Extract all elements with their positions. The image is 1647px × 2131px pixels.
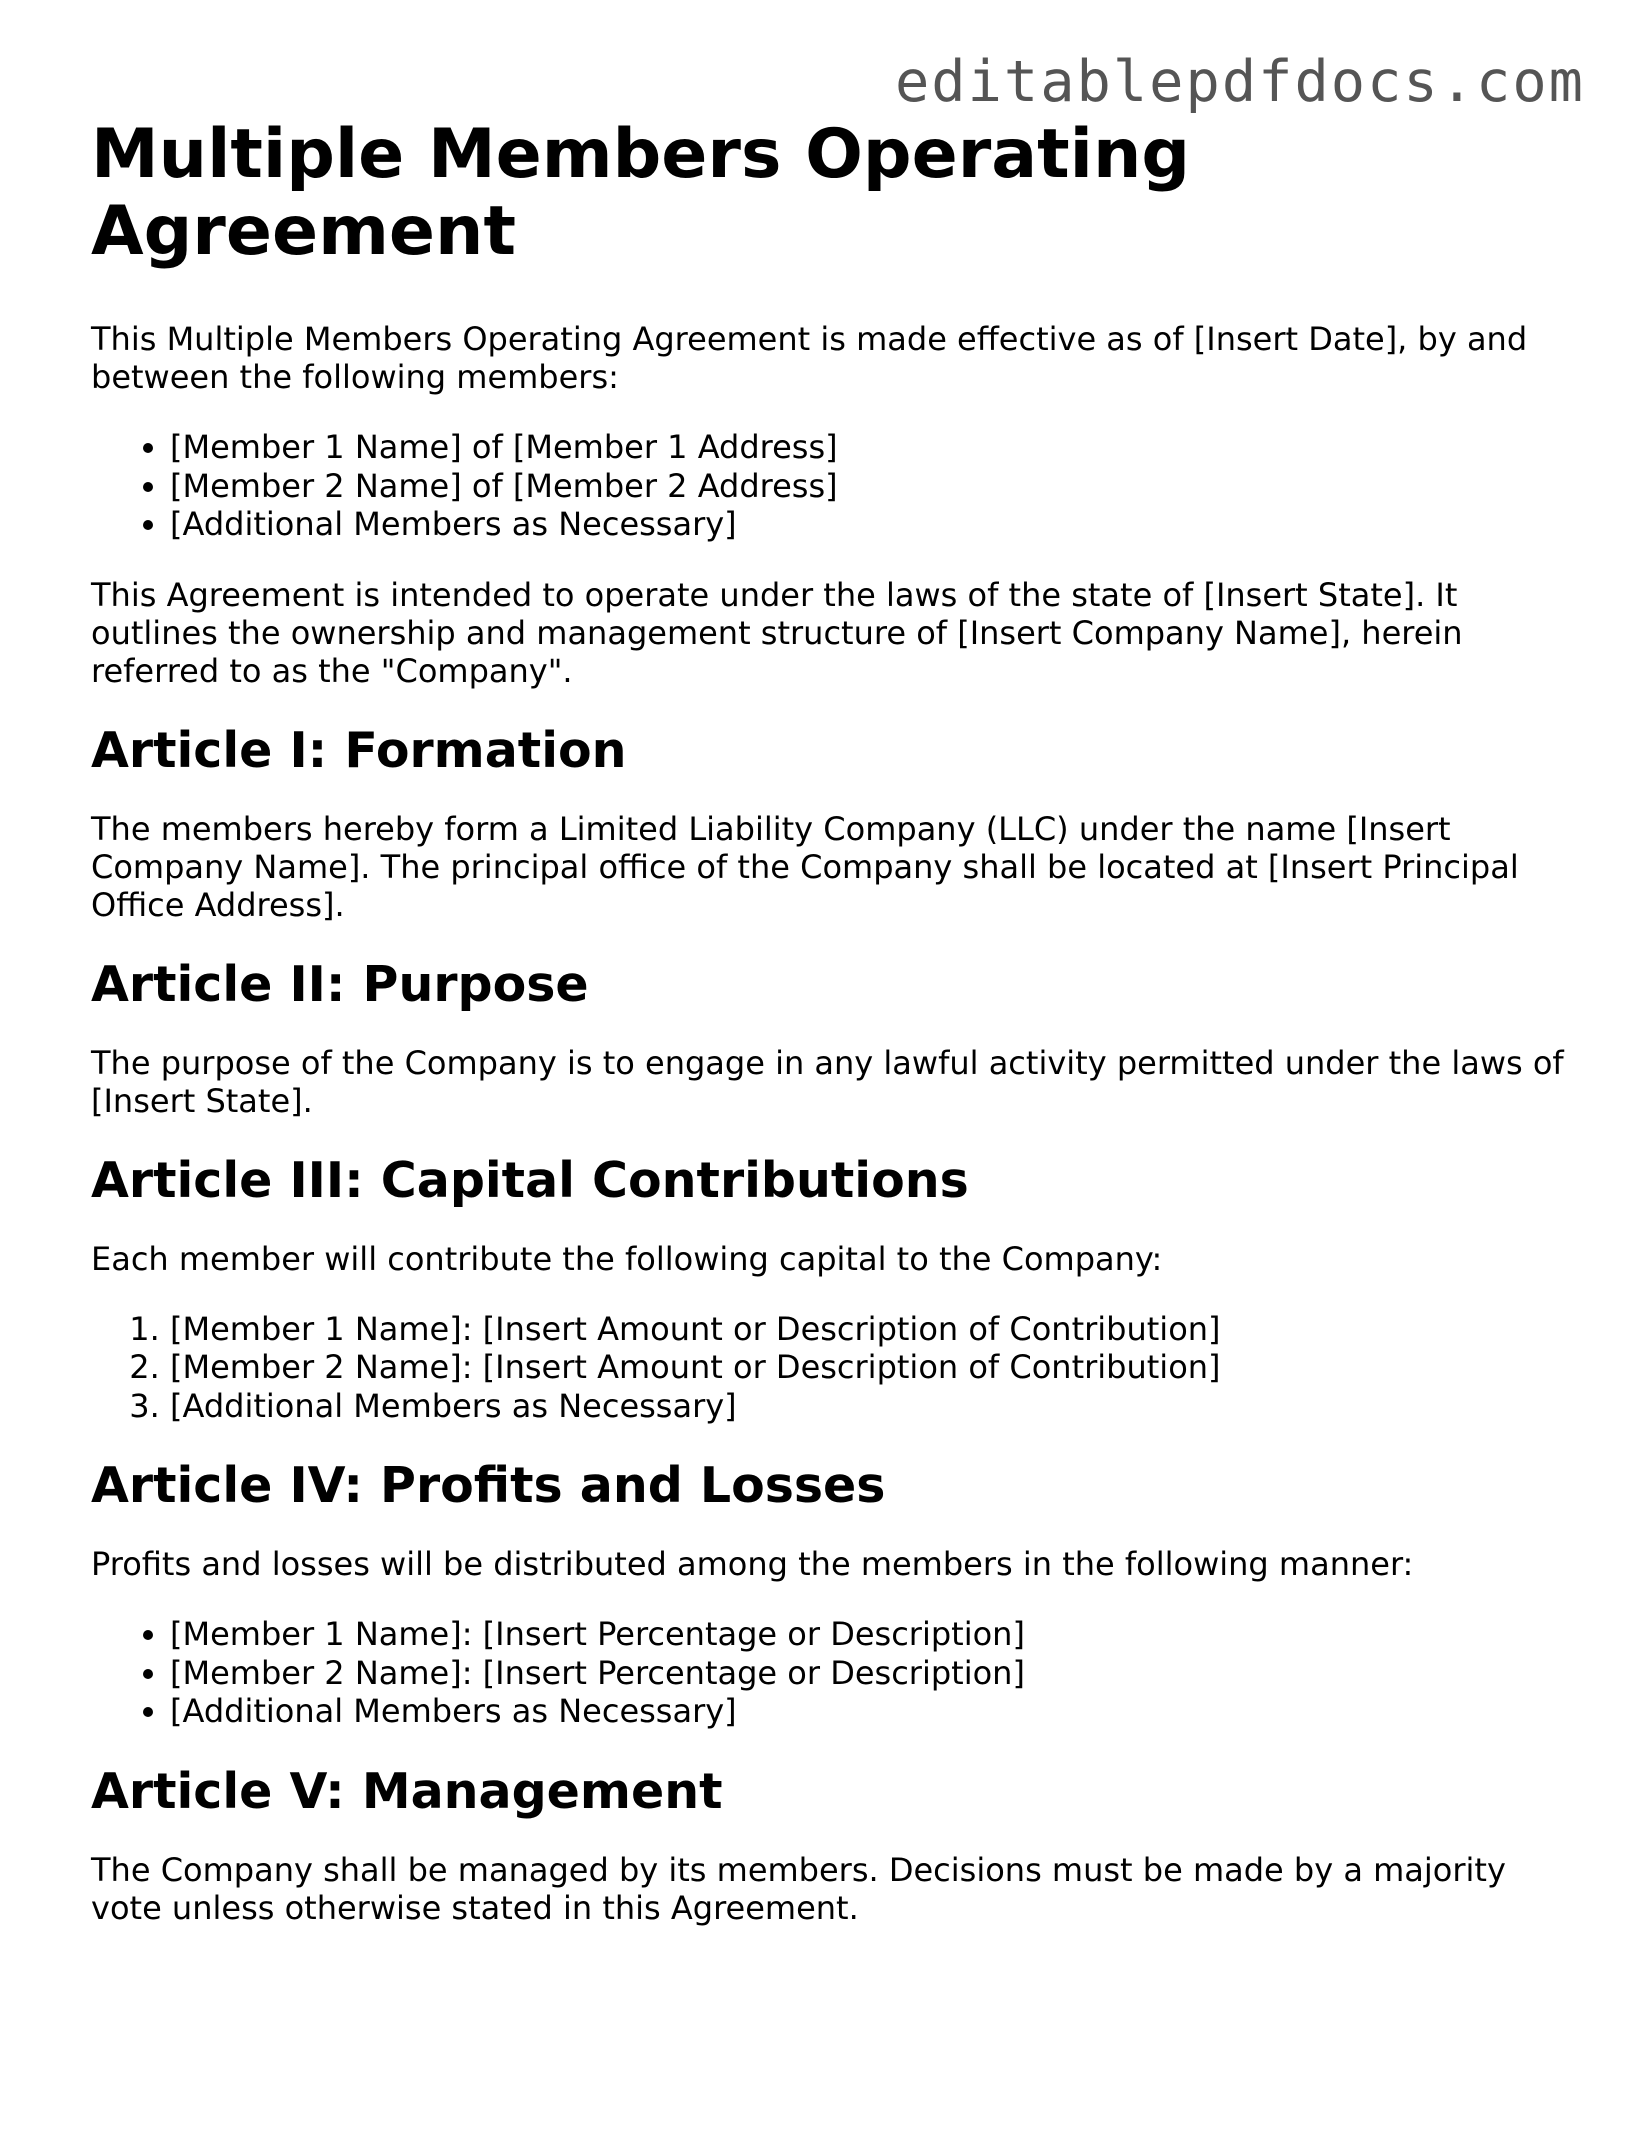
article-formation-body: The members hereby form a Limited Liability Company (LLC) under the name [Insert Company Name]. The principal office of the Company shall be located at [Insert Principal Office Address]. bbox=[91, 809, 1519, 924]
document-page bbox=[91, 116, 1566, 1959]
governing-law-paragraph: This Agreement is intended to operate under the laws of the state of [Insert State]. It outlines the ownership and management structure of [Insert Company Name], herein referred to as the "Company". bbox=[91, 575, 1463, 690]
article-management-heading: Article V: Management bbox=[91, 1762, 723, 1820]
capital-contributions-list bbox=[91, 1310, 1566, 1426]
article-capital-body: Each member will contribute the following capital to the Company: bbox=[91, 1239, 1163, 1278]
list-item: • [Additional Members as Necessary] bbox=[170, 505, 1566, 544]
list-item: • [Member 2 Name] of [Member 2 Address] bbox=[170, 467, 1566, 506]
profits-list bbox=[91, 1615, 1566, 1731]
article-management-body: The Company shall be managed by its members. Decisions must be made by a majority vote unless otherwise stated in this Agreement. bbox=[91, 1850, 1506, 1927]
members-list bbox=[91, 428, 1566, 544]
document-title: Multiple Members Operating Agreement bbox=[91, 115, 1191, 271]
article-profits-body: Profits and losses will be distributed among the members in the following manner: bbox=[91, 1545, 1414, 1583]
article-purpose-heading: Article II: Purpose bbox=[91, 955, 589, 1013]
list-item: 1. [Member 1 Name]: [Insert Amount or Description of Contribution] bbox=[170, 1310, 1566, 1349]
article-formation-heading: Article I: Formation bbox=[91, 721, 627, 779]
article-profits-heading: Article IV: Profits and Losses bbox=[91, 1457, 886, 1514]
article-capital-heading: Article III: Capital Contributions bbox=[91, 1151, 969, 1209]
list-item: • [Member 1 Name]: [Insert Percentage or Description] bbox=[170, 1615, 1566, 1654]
list-item: • [Member 2 Name]: [Insert Percentage or Description] bbox=[170, 1654, 1566, 1693]
list-item: 3. [Additional Members as Necessary] bbox=[170, 1387, 1566, 1426]
article-purpose-body: The purpose of the Company is to engage in any lawful activity permitted under the laws of [Insert State]. bbox=[91, 1043, 1564, 1120]
watermark: editablepdfdocs.com bbox=[894, 49, 1585, 115]
list-item: 2. [Member 2 Name]: [Insert Amount or Description of Contribution] bbox=[170, 1348, 1566, 1387]
list-item: • [Additional Members as Necessary] bbox=[170, 1692, 1566, 1731]
intro-paragraph: This Multiple Members Operating Agreement is made effective as of [Insert Date], by and between the following members: bbox=[91, 320, 1528, 396]
list-item: • [Member 1 Name] of [Member 1 Address] bbox=[170, 428, 1566, 467]
